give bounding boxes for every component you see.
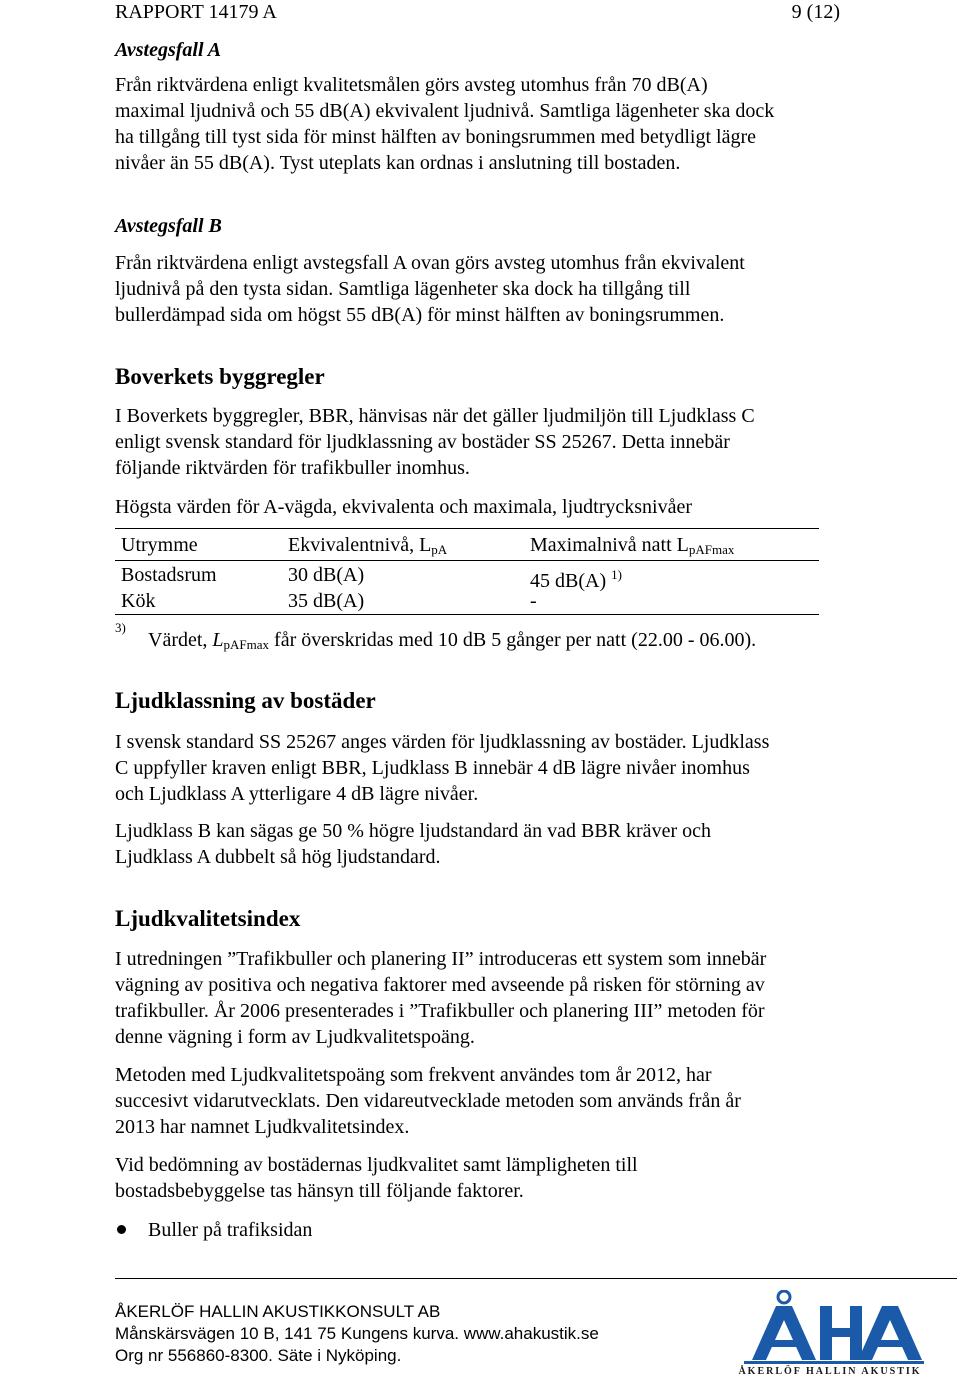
ljudkvalitet-line: denne vägning i form av Ljudkvalitetspoäng.	[115, 1026, 475, 1048]
ljudklassning-line: Ljudklass B kan sägas ge 50 % högre ljudstandard än vad BBR kräver och	[115, 820, 711, 842]
table-header-equivalent: Ekvivalentnivå, $L_{pA}$	[288, 534, 448, 557]
logo-text: ÅKERLÖF HALLIN AKUSTIK	[738, 1366, 922, 1377]
footnote-mark: 3)	[115, 620, 126, 635]
table-cell-equivalent: 30 dB(A)	[288, 564, 365, 586]
table-header-rule	[115, 560, 819, 561]
table-cell-max: 45 dB(A) $^{1)}$	[530, 567, 622, 592]
footnote-text: Värdet, $L_{pAFmax}$ får överskridas med 10 dB 5 gånger per natt (22.00 - 06.00).	[148, 629, 757, 652]
ljudkvalitet-line: bostadsbebyggelse tas hänsyn till följande faktorer.	[115, 1180, 524, 1202]
table-bottom-rule	[115, 614, 819, 615]
page-number: 9 (12)	[791, 1, 840, 23]
table-header-room: Utrymme	[121, 534, 198, 556]
section-b-line: bullerdämpad sida om högst 55 dB(A) för minst hälften av boningsrummen.	[115, 304, 725, 326]
footer-rule	[115, 1278, 957, 1279]
ljudklassning-line: I svensk standard SS 25267 anges värden för ljudklassning av bostäder. Ljudklass	[115, 731, 770, 753]
table-header-max: Maximalnivå natt $L_{pAFmax}$	[530, 534, 735, 557]
table-cell-max: -	[530, 590, 537, 612]
bullet-dot-icon	[117, 1225, 126, 1234]
ljudklassning-line: och Ljudklass A ytterligare 4 dB lägre nivåer.	[115, 783, 479, 805]
ljudkvalitet-line: 2013 har namnet Ljudkvalitetsindex.	[115, 1116, 410, 1138]
table-cell-equivalent: 35 dB(A)	[288, 590, 365, 612]
section-a-line: Från riktvärdena enligt kvalitetsmålen görs avsteg utomhus från 70 dB(A)	[115, 74, 708, 96]
boverket-heading: Boverkets byggregler	[115, 364, 325, 389]
ljudkvalitet-line: Metoden med Ljudkvalitetspoäng som frekvent användes tom år 2012, har	[115, 1064, 712, 1086]
section-b-line: ljudnivå på den tysta sidan. Samtliga lägenheter ska dock ha tillgång till	[115, 278, 691, 300]
ljudkvalitet-line: I utredningen ”Trafikbuller och planering II” introduceras ett system som innebär	[115, 948, 767, 970]
boverket-line: I Boverkets byggregler, BBR, hänvisas när det gäller ljudmiljön till Ljudklass C	[115, 405, 755, 427]
table-top-rule	[115, 528, 819, 529]
section-a-line: maximal ljudnivå och 55 dB(A) ekvivalent ljudnivå. Samtliga lägenheter ska dock	[115, 100, 775, 122]
table-cell-room: Kök	[121, 590, 156, 612]
ljudkvalitet-heading: Ljudkvalitetsindex	[115, 906, 301, 931]
table-caption: Högsta värden för A-vägda, ekvivalenta och maximala, ljudtrycksnivåer	[115, 496, 693, 518]
section-a-heading: Avstegsfall A	[115, 39, 222, 61]
section-b-heading: Avstegsfall B	[115, 215, 222, 237]
table-cell-room: Bostadsrum	[121, 564, 217, 586]
section-a-line: ha tillgång till tyst sida för minst hälften av boningsrummen med betydligt lägre	[115, 126, 756, 148]
ljudkvalitet-line: succesivt vidarutvecklats. Den vidareutvecklade metoden som används från år	[115, 1090, 741, 1112]
section-b-line: Från riktvärdena enligt avstegsfall A ovan görs avsteg utomhus från ekvivalent	[115, 252, 745, 274]
footer-company: ÅKERLÖF HALLIN AKUSTIKKONSULT AB	[115, 1302, 441, 1321]
ljudkvalitet-line: trafikbuller. År 2006 presenterades i ”Trafikbuller och planering III” metoden för	[115, 1000, 765, 1022]
section-a-line: nivåer än 55 dB(A). Tyst uteplats kan ordnas i anslutning till bostaden.	[115, 152, 681, 174]
ljudklassning-heading: Ljudklassning av bostäder	[115, 688, 376, 713]
company-logo	[732, 1290, 928, 1380]
report-number: RAPPORT 14179 A	[115, 1, 277, 23]
boverket-line: följande riktvärden för trafikbuller inomhus.	[115, 457, 470, 479]
ljudkvalitet-line: Vid bedömning av bostädernas ljudkvalitet samt lämpligheten till	[115, 1154, 638, 1176]
footer-org: Org nr 556860-8300. Säte i Nyköping.	[115, 1346, 402, 1365]
ljudkvalitet-line: vägning av positiva och negativa faktorer med avseende på risken för störning av	[115, 974, 765, 996]
ljudklassning-line: Ljudklass A dubbelt så hög ljudstandard.	[115, 846, 441, 868]
footer-address: Månskärsvägen 10 B, 141 75 Kungens kurva. www.ahakustik.se	[115, 1324, 599, 1343]
bullet-text: Buller på trafiksidan	[148, 1219, 313, 1241]
boverket-line: enligt svensk standard för ljudklassning av bostäder SS 25267. Detta innebär	[115, 431, 730, 453]
ljudklassning-line: C uppfyller kraven enligt BBR, Ljudklass B innebär 4 dB lägre nivåer inomhus	[115, 757, 750, 779]
